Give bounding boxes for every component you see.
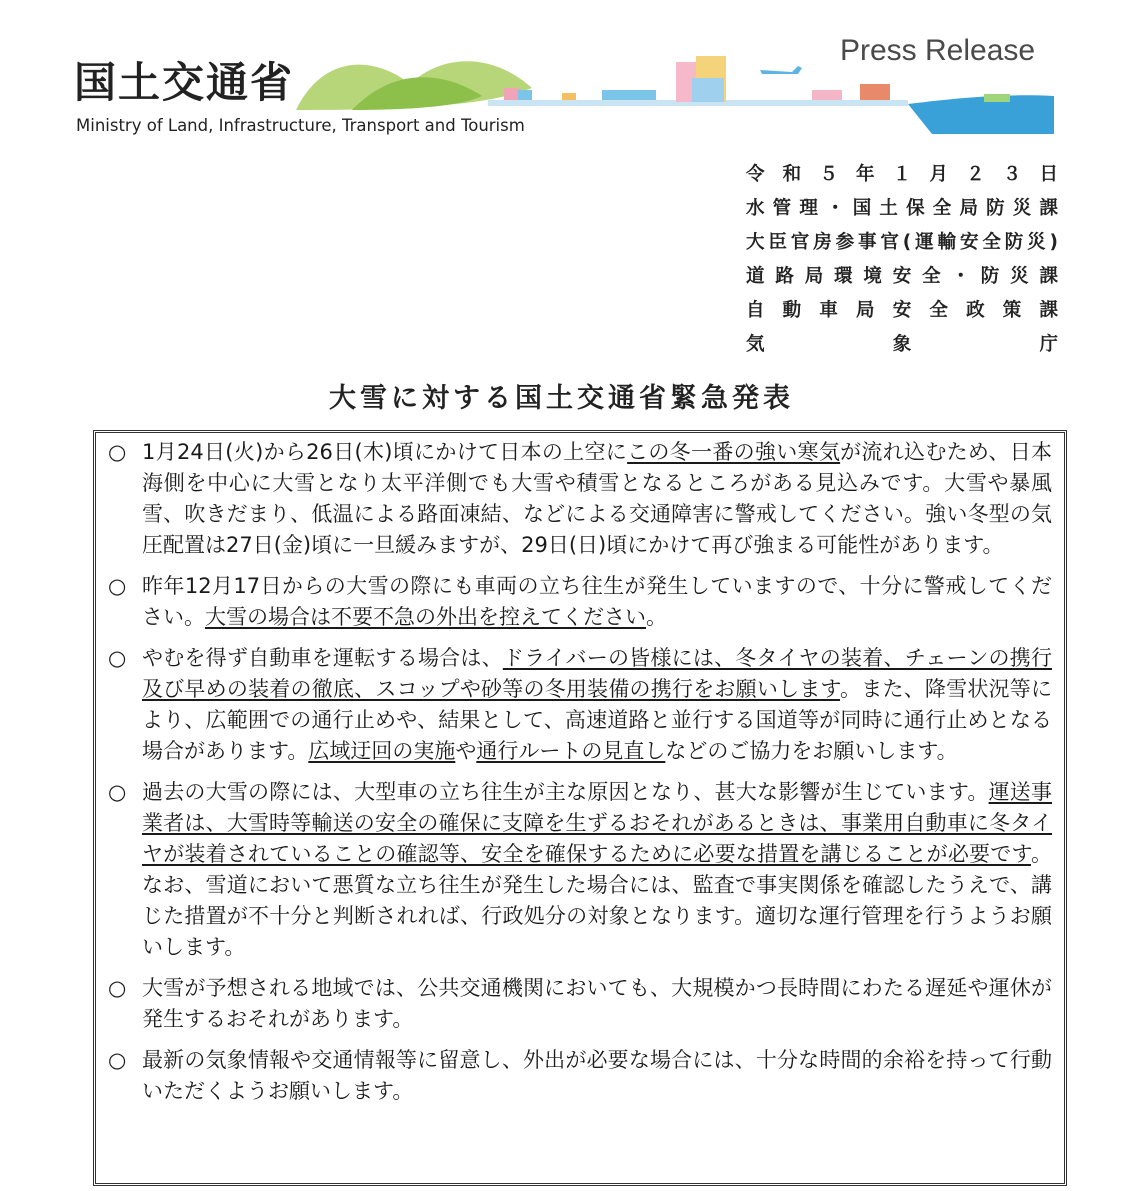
item-text: 昨年12月17日からの大雪の際にも車両の立ち往生が発生していますので、十分に警戒してください。大雪の場合は不要不急の外出を控えてください。 [142, 574, 1052, 629]
list-item [108, 643, 1052, 767]
car-icon [562, 93, 576, 100]
list-item [108, 571, 1052, 633]
circle-bullet-icon: ○ [108, 976, 127, 1000]
item-text: 1月24日(火)から26日(木)頃にかけて日本の上空にこの冬一番の強い寒気が流れ込むため、日本海側を中心に大雪となり太平洋側でも大雪や積雪となるところがある見込みです。大雪や暴風雪、吹きだまり、低温による路面凍結、などによる交通障害に警戒してください。強い冬型の気圧配置は27日(金)頃に一旦緩みますが、29日(日)頃にかけて再び強まる可能性があります。 [142, 440, 1052, 557]
announcement-list [108, 437, 1052, 1117]
ministry-name-english: Ministry of Land, Infrastructure, Transport and Tourism [76, 116, 525, 135]
office-name: 水管理・国土保全局防災課 [746, 198, 1058, 219]
circle-bullet-icon: ○ [108, 646, 127, 670]
list-item [108, 973, 1052, 1035]
item-text: 最新の気象情報や交通情報等に留意し、外出が必要な場合には、十分な時間的余裕を持って行動いただくようお願いします。 [142, 1048, 1052, 1103]
train-icon [602, 90, 656, 100]
truck-icon [812, 90, 842, 100]
release-date: 令和５年１月２３日 [746, 164, 1058, 185]
press-release-label: Press Release [840, 34, 1036, 67]
ship-icon [984, 94, 1010, 102]
item-text: 過去の大雪の際には、大型車の立ち往生が主な原因となり、甚大な影響が生じています。運送事業者は、大雪時等輸送の安全の確保に支障を生ずるおそれがあるときは、事業用自動車に冬タイヤが装着されていることの確認等、安全を確保するために必要な措置を講じることが必要です。なお、雪道において悪質な立ち往生が発生した場合には、監査で事実関係を確認したうえで、講じた措置が不十分と判断されれば、行政処分の対象となります。適切な運行管理を行うようお願いします。 [142, 780, 1052, 959]
circle-bullet-icon: ○ [108, 440, 127, 464]
document-meta [746, 158, 1058, 362]
item-text: やむを得ず自動車を運転する場合は、ドライバーの皆様には、冬タイヤの装着、チェーンの携行及び早めの装着の徹底、スコップや砂等の冬用装備の携行をお願いします。また、降雪状況等により、広範囲での通行止めや、結果として、高速道路と並行する国道等が同時に通行止めとなる場合があります。広域迂回の実施や通行ルートの見直しなどのご協力をお願いします。 [142, 646, 1053, 763]
office-name: 道路局環境安全・防災課 [746, 266, 1058, 287]
ministry-logo-banner [292, 44, 1058, 136]
list-item [108, 777, 1052, 963]
ministry-name-japanese: 国土交通省 [74, 58, 295, 107]
document-title: 大雪に対する国土交通省緊急発表 [329, 383, 794, 414]
list-item [108, 1045, 1052, 1107]
item-text: 大雪が予想される地域では、公共交通機関においても、大規模かつ長時間にわたる遅延や運休が発生するおそれがあります。 [142, 976, 1052, 1031]
circle-bullet-icon: ○ [108, 1048, 127, 1072]
house-icon [504, 88, 532, 100]
circle-bullet-icon: ○ [108, 574, 127, 598]
office-name: 大臣官房参事官(運輸安全防災) [746, 232, 1058, 253]
list-item [108, 437, 1052, 561]
office-name: 自動車局安全政策課 [746, 300, 1058, 321]
building-icon [676, 56, 726, 102]
office-name: 気 象 庁 [746, 334, 1058, 355]
circle-bullet-icon: ○ [108, 780, 127, 804]
factory-icon [860, 84, 890, 100]
airplane-icon [760, 66, 802, 74]
sea [908, 95, 1054, 134]
